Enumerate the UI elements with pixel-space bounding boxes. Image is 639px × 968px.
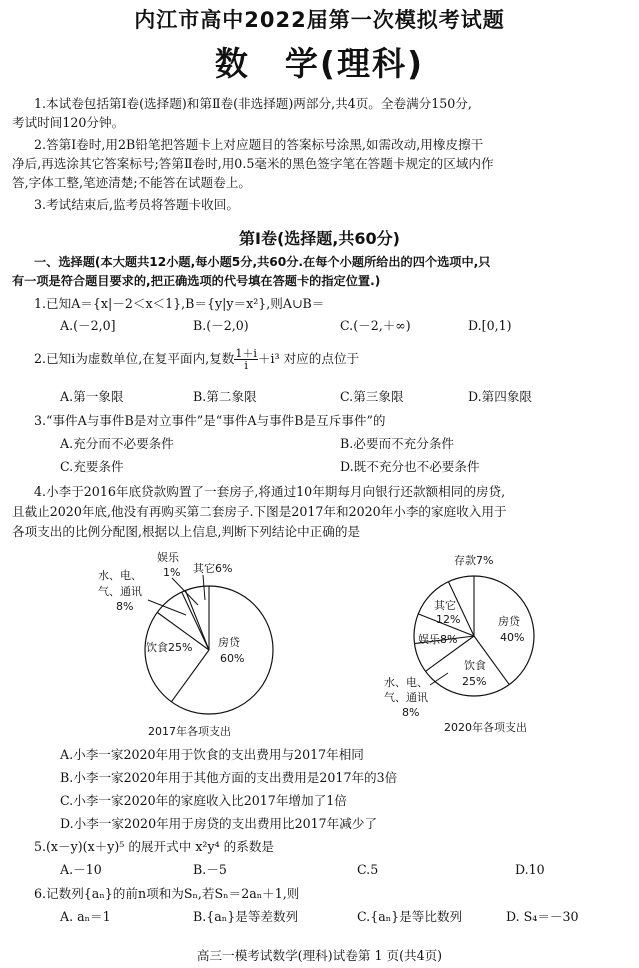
instruction-line: 净后,再选涂其它答案标号;答第Ⅱ卷时,用0.5毫米的黑色签字笔在答题卡规定的区域内作 [12,156,494,171]
q4-option-d: D.小李一家2020年用于房贷的支出费用比2017年减少了 [60,816,378,831]
q5-option-b: B.－5 [193,862,227,877]
question-5-stem: 5.(x－y)(x＋y)⁵ 的展开式中 x²y⁴ 的系数是 [34,839,275,854]
q6-option-c: C.{aₙ}是等比数列 [357,909,463,924]
section-intro: 一、选择题(本大题共12小题,每小题5分,共60分.在每个小题所给出的四个选项中,只 [34,255,491,269]
q4-option-a: A.小李一家2020年用于饮食的支出费用与2017年相同 [60,747,364,762]
pie2020-label-water-pct: 8% [402,706,420,719]
q2-option-c: C.第三象限 [340,389,404,404]
part1-heading: 第Ⅰ卷(选择题,共60分) [239,229,400,248]
instruction-line: 答,字体工整,笔迹清楚;不能答在试题卷上。 [12,175,251,190]
question-6-stem: 6.记数列{aₙ}的前n项和为Sₙ,若Sₙ＝2aₙ＋1,则 [34,886,300,901]
q2-frac-num: 1＋i [235,347,257,360]
q1-option-d: D.[0,1) [468,318,512,333]
q3-option-c: C.充要条件 [60,459,124,474]
q2-option-a: A.第一象限 [60,389,124,404]
pie2020-label-fangdai: 房贷 [498,615,520,628]
instruction-line: 考试时间120分钟。 [12,115,125,130]
q3-option-d: D.既不充分也不必要条件 [340,459,480,474]
pie2017-label-water-pct: 8% [116,600,134,613]
pie2020-caption: 2020年各项支出 [444,721,527,734]
q4-option-c: C.小李一家2020年的家庭收入比2017年增加了1倍 [60,793,347,808]
q2-stem-pre: 2.已知i为虚数单位,在复平面内,复数 [34,351,235,366]
question-3-stem: 3.“事件A与事件B是对立事件”是“事件A与事件B是互斥事件”的 [34,413,386,428]
question-4-stem: 各项支出的比例分配图,根据以上信息,判断下列结论中正确的是 [12,524,361,539]
pie2020-label-cunkuan: 存款7% [454,554,494,567]
q1-option-b: B.(－2,0) [193,318,249,333]
q5-option-a: A.－10 [60,862,102,877]
instruction-line: 3.考试结束后,监考员将答题卡收回。 [34,197,239,212]
pie2020-label-water2: 气、通讯 [384,691,428,704]
pie2020-label-qita-pct: 12% [436,613,461,626]
pie2017-label-yule: 娱乐 [157,551,179,564]
question-4-stem: 4.小李于2016年底贷款购置了一套房子,将通过10年期每月向银行还款额相同的房贷, [34,484,506,499]
question-4-stem: 且截止2020年底,他没有再购买第二套房子.下图是2017年和2020年小李的家庭收入用于 [12,504,507,519]
pie2017-label-water2: 气、通讯 [98,585,142,598]
pie2020-label-yinshi: 饮食 [464,659,486,672]
q2-option-d: D.第四象限 [468,389,533,404]
q4-option-b: B.小李一家2020年用于其他方面的支出费用是2017年的3倍 [60,770,398,785]
question-1-stem: 1.已知A＝{x|－2＜x＜1},B＝{y|y＝x²},则A∪B＝ [34,296,325,311]
q1-option-c: C.(－2,＋∞) [340,318,411,333]
q3-option-a: A.充分而不必要条件 [60,436,174,451]
q5-option-c: C.5 [357,862,379,877]
q2-frac-den: i [244,359,248,372]
pie2017-label-qita: 其它6% [193,562,233,575]
pie2020-label-fangdai-pct: 40% [500,631,525,644]
pie2020-label-yule: 娱乐8% [418,633,458,646]
q6-option-a: A. aₙ＝1 [60,909,111,924]
q6-option-b: B.{aₙ}是等差数列 [193,909,299,924]
q2-option-b: B.第二象限 [193,389,257,404]
pie-charts [0,545,639,745]
pie2017-label-yinshi: 饮食25% [146,641,193,654]
q3-option-b: B.必要而不充分条件 [340,436,455,451]
pie2017-label-fangdai: 房贷 [218,636,240,649]
instruction-line: 1.本试卷包括第Ⅰ卷(选择题)和第Ⅱ卷(非选择题)两部分,共4页。全卷满分150分, [34,96,472,111]
exam-title: 内江市高中2022届第一次模拟考试题 [134,8,505,32]
page-footer: 高三一模考试数学(理科)试卷第 1 页(共4页) [196,948,443,963]
q2-stem-post: ＋i³ 对应的点位于 [257,351,360,366]
subject-title: 数 学(理科) [214,44,425,83]
pie2020-label-yinshi-pct: 25% [462,675,487,688]
question-2-stem [34,348,359,371]
pie2020-label-water: 水、电、 [384,676,428,689]
pie2020-label-qita: 其它 [434,599,456,612]
pie2017-label-fangdai-pct: 60% [220,652,245,665]
q1-option-a: A.(－2,0] [60,318,116,333]
section-intro: 有一项是符合题目要求的,把正确选项的代号填在答题卡的指定位置.) [12,274,381,288]
pie2017-caption: 2017年各项支出 [148,725,231,738]
q6-option-d: D. S₄＝－30 [506,909,579,924]
q2-fraction [234,348,258,371]
q5-option-d: D.10 [515,862,545,877]
pie2017-label-water: 水、电、 [98,569,142,582]
instruction-line: 2.答第Ⅰ卷时,用2B铅笔把答题卡上对应题目的答案标号涂黑,如需改动,用橡皮擦干 [34,137,484,152]
pie2017-label-yule-pct: 1% [163,566,181,579]
